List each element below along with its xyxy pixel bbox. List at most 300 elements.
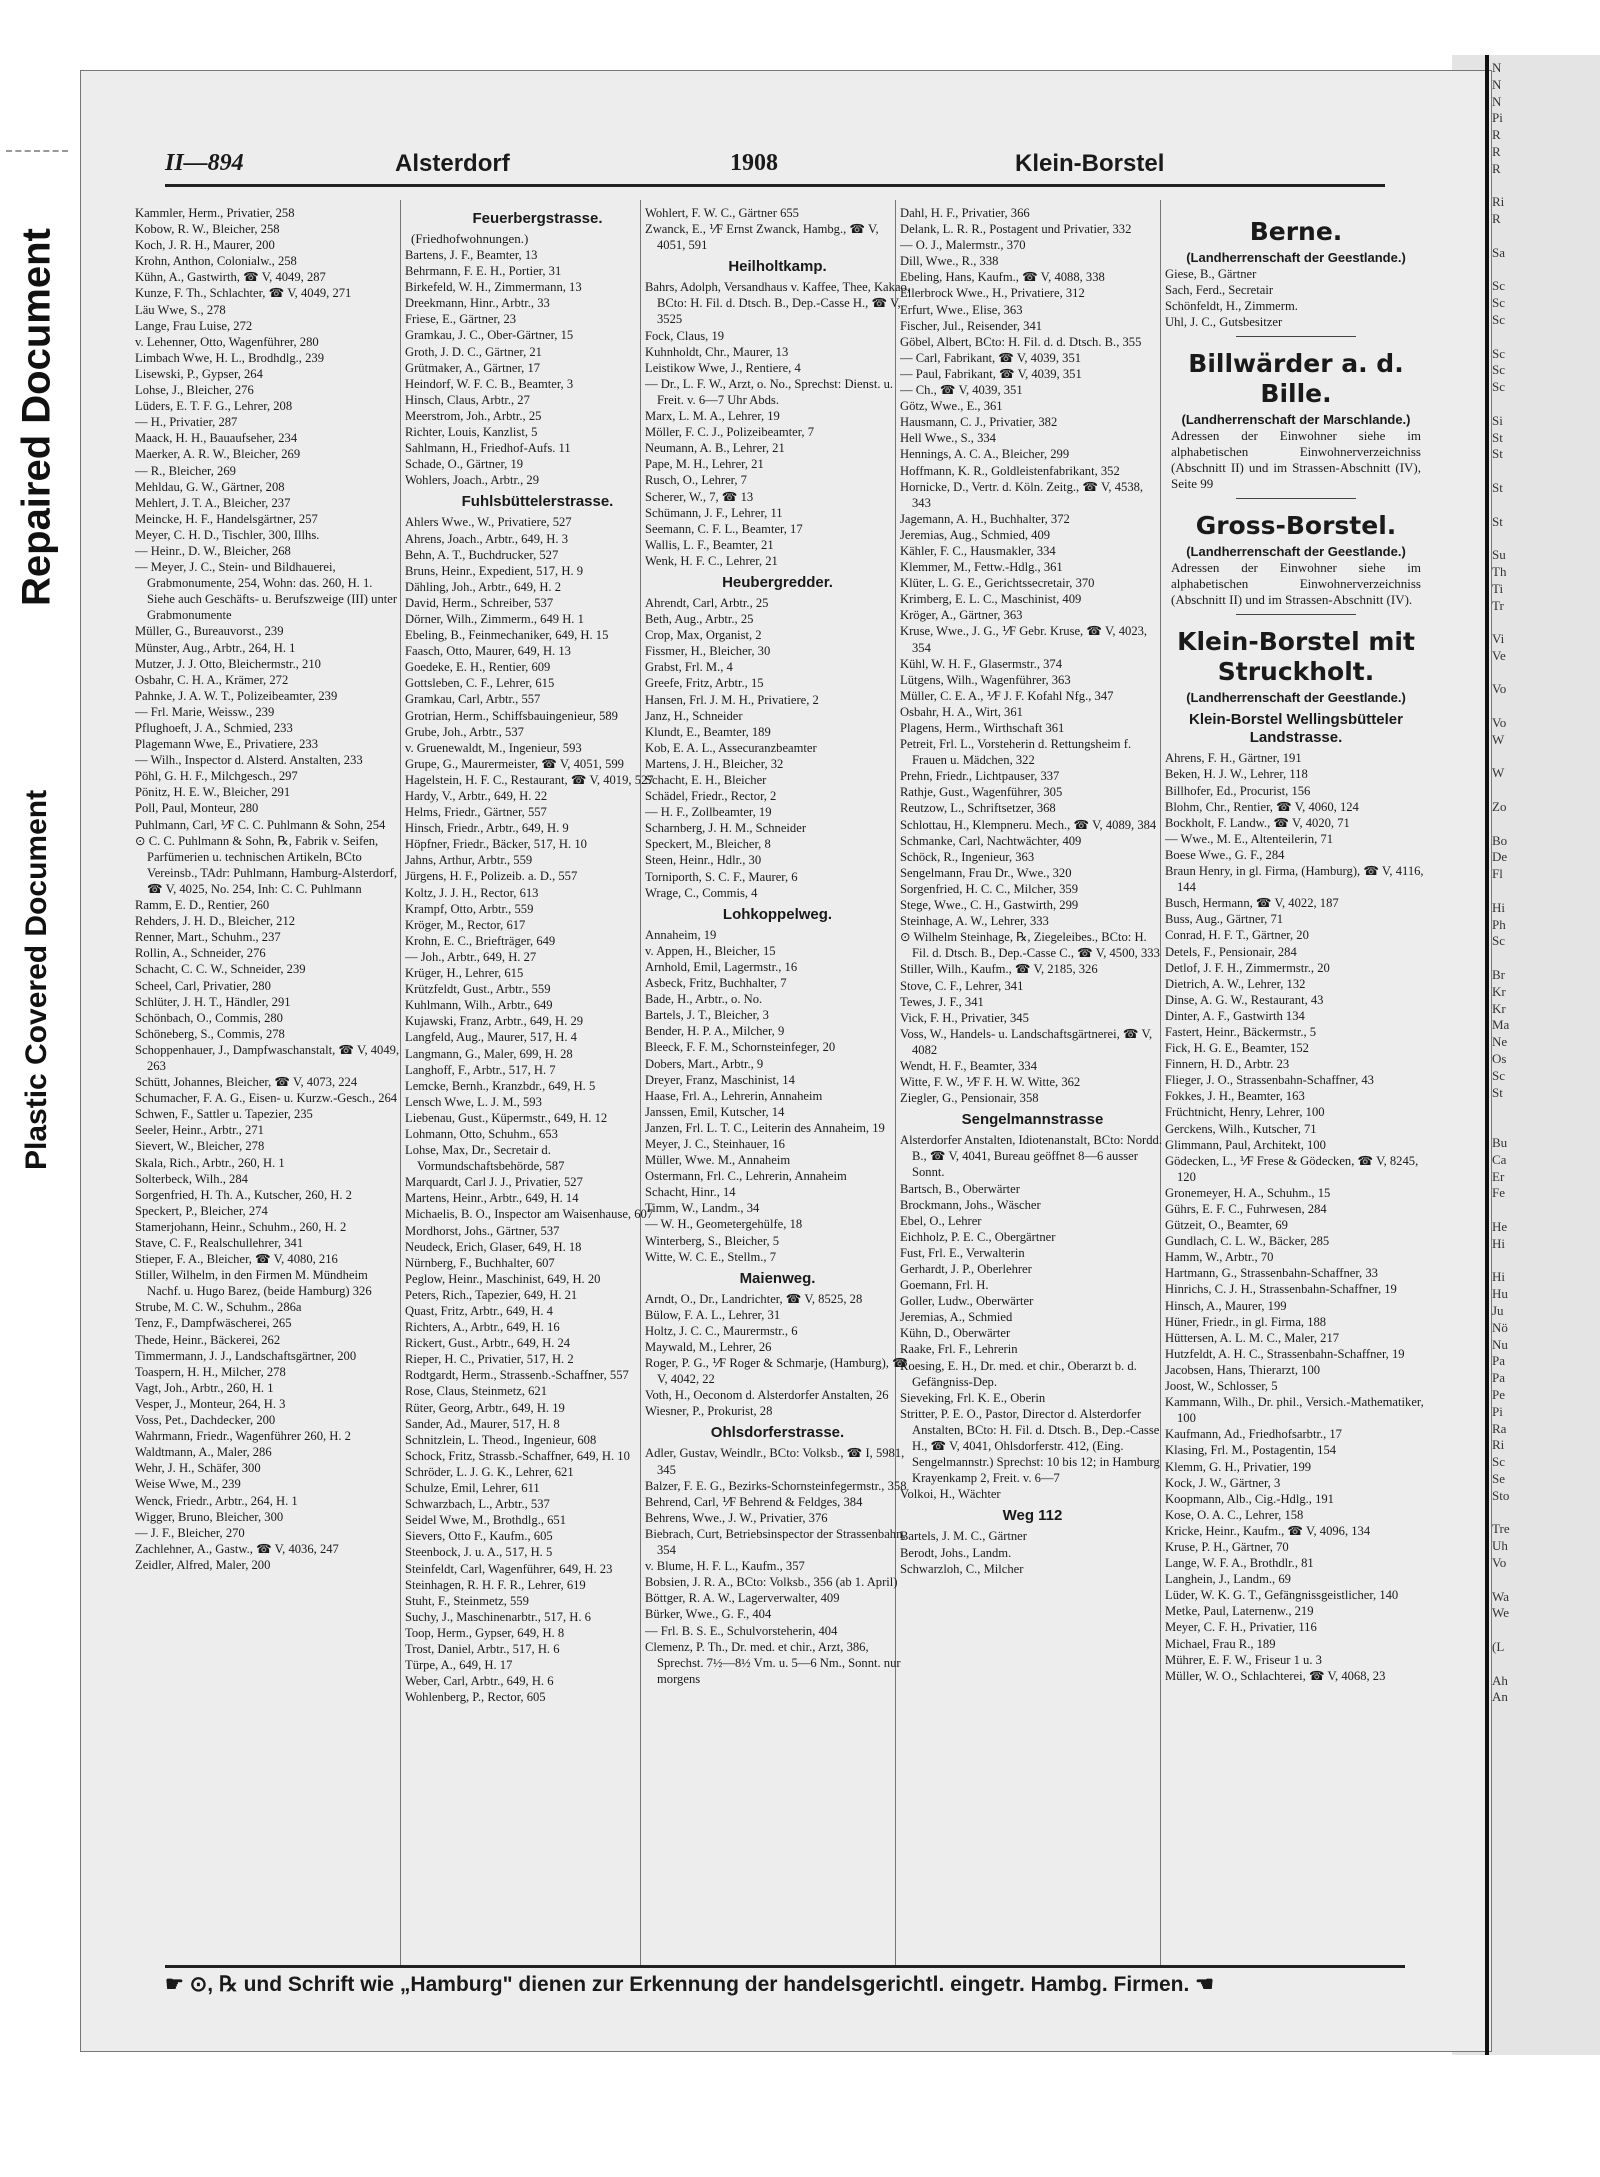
- district-subtitle: (Landherrenschaft der Geestlande.): [1186, 690, 1406, 706]
- resident-entry: — H., Privatier, 287: [135, 415, 238, 430]
- resident-entry: Hornicke, D., Vertr. d. Köln. Zeitg., ☎ V, 4538, 343: [900, 479, 1144, 510]
- resident-entry: Klüter, L. G. E., Gerichtssecretair, 370: [900, 576, 1095, 591]
- resident-entry: Pönitz, H. E. W., Bleicher, 291: [135, 785, 291, 800]
- header-year: 1908: [730, 150, 778, 176]
- resident-entry: Stieper, F. A., Bleicher, ☎ V, 4080, 216: [135, 1252, 338, 1267]
- resident-entry: Bade, H., Arbtr., o. No.: [645, 992, 763, 1007]
- column-2: [405, 205, 670, 1960]
- edge-fragment: He: [1492, 1218, 1508, 1234]
- resident-entry: Gundlach, C. L. W., Bäcker, 285: [1165, 1234, 1330, 1249]
- street-heading: Weg 112: [1002, 1507, 1063, 1525]
- edge-fragment: Pi: [1492, 1403, 1503, 1419]
- resident-entry: Stiller, Wilhelm, in den Firmen M. Mündheim Nachf. u. Hugo Barez, (beide Hamburg) 326: [135, 1268, 372, 1299]
- edge-fragment: De: [1492, 849, 1508, 865]
- edge-fragment: [1492, 749, 1600, 766]
- resident-entry: Jacobsen, Hans, Thierarzt, 100: [1165, 1362, 1321, 1377]
- resident-entry: Mührer, E. F. W., Friseur 1 u. 3: [1165, 1652, 1322, 1667]
- resident-entry: — Ch., ☎ V, 4039, 351: [900, 383, 1023, 398]
- resident-entry: Speckert, M., Bleicher, 8: [645, 837, 771, 852]
- resident-entry: Wehr, J. H., Schäfer, 300: [135, 1461, 261, 1476]
- resident-entry: Neumann, A. B., Lehrer, 21: [645, 441, 785, 456]
- resident-entry: Stave, C. F., Realschullehrer, 341: [135, 1236, 304, 1250]
- edge-fragment: Bo: [1492, 832, 1508, 848]
- resident-entry: — Joh., Arbtr., 649, H. 27: [405, 949, 537, 964]
- resident-entry: Hell Wwe., S., 334: [900, 431, 996, 446]
- resident-entry: Gottsleben, C. F., Lehrer, 615: [405, 676, 555, 691]
- resident-entry: Sorgenfried, H. C. C., Milcher, 359: [900, 881, 1079, 896]
- resident-entry: Fischer, Jul., Reisender, 341: [900, 318, 1043, 333]
- edge-fragment: Nö: [1492, 1319, 1508, 1335]
- resident-entry: Schröder, L. J. G. K., Lehrer, 621: [405, 1464, 574, 1479]
- edge-fragment: Ve: [1492, 647, 1506, 663]
- resident-entry: Türpe, A., 649, H. 17: [405, 1658, 513, 1673]
- resident-entry: Sahlmann, H., Friedhof-Aufs. 11: [405, 441, 571, 456]
- resident-entry: Martens, Heinr., Arbtr., 649, H. 14: [405, 1191, 579, 1206]
- edge-fragment: R: [1492, 160, 1501, 176]
- resident-entry: Lütgens, Wilh., Wagenführer, 363: [900, 672, 1071, 687]
- edge-fragment: [1492, 497, 1600, 514]
- resident-entry: Behn, A. T., Buchdrucker, 527: [405, 547, 559, 562]
- street-heading: Ohlsdorferstrasse.: [710, 1424, 845, 1442]
- edge-fragment: Si: [1492, 412, 1503, 428]
- resident-entry: Skala, Rich., Arbtr., 260, H. 1: [135, 1155, 285, 1170]
- edge-fragment: Hi: [1492, 899, 1505, 915]
- resident-entry: Janssen, Emil, Kutscher, 14: [645, 1104, 785, 1119]
- resident-entry: Behrens, Wwe., J. W., Privatier, 376: [645, 1510, 828, 1525]
- resident-entry: Gützeit, O., Beamter, 69: [1165, 1218, 1288, 1233]
- resident-entry: Krimberg, E. L. C., Maschinist, 409: [900, 592, 1082, 607]
- resident-entry: Balzer, F. E. G., Bezirks-Schornsteinfegermstr., 358: [645, 1478, 907, 1493]
- resident-entry: Böttger, R. A. W., Lagerverwalter, 409: [645, 1591, 840, 1606]
- resident-entry: Braun Henry, in gl. Firma, (Hamburg), ☎ V, 4116, 144: [1165, 864, 1424, 895]
- resident-entry: Ahrens, Joach., Arbtr., 649, H. 3: [405, 531, 568, 546]
- edge-fragment: St: [1492, 1084, 1503, 1100]
- resident-entry: Speckert, P., Bleicher, 274: [135, 1203, 268, 1218]
- resident-entry: Beken, H. J. W., Lehrer, 118: [1165, 767, 1308, 782]
- resident-entry: Hüner, Friedr., in gl. Firma, 188: [1165, 1314, 1327, 1329]
- resident-entry: Kruse, P. H., Gärtner, 70: [1165, 1539, 1289, 1554]
- resident-entry: Dobers, Mart., Arbtr., 9: [645, 1056, 764, 1071]
- edge-fragment: [1492, 463, 1600, 480]
- resident-entry: Michael, Frau R., 189: [1165, 1636, 1276, 1651]
- resident-entry: Solterbeck, Wilh., 284: [135, 1171, 248, 1186]
- edge-fragment: Hu: [1492, 1286, 1508, 1302]
- edge-fragment: [1492, 665, 1600, 682]
- resident-entry: Seidel Wwe, M., Brothdlg., 651: [405, 1513, 567, 1528]
- resident-entry: Schulze, Emil, Lehrer, 611: [405, 1481, 540, 1496]
- street-heading: Maienweg.: [739, 1269, 816, 1287]
- resident-entry: Krüger, H., Lehrer, 615: [405, 966, 524, 981]
- resident-entry: — Paul, Fabrikant, ☎ V, 4039, 351: [900, 366, 1082, 381]
- resident-entry: Klemmer, M., Fettw.-Hdlg., 361: [900, 560, 1063, 575]
- resident-entry: Kunze, F. Th., Schlachter, ☎ V, 4049, 271: [135, 286, 352, 301]
- resident-entry: Lüder, W. K. G. T., Gefängnissgeistlicher, 140: [1165, 1588, 1399, 1603]
- resident-entry: Steen, Heinr., Hdlr., 30: [645, 853, 762, 868]
- resident-entry: Jagemann, A. H., Buchhalter, 372: [900, 511, 1070, 526]
- edge-fragment: Sto: [1492, 1487, 1510, 1503]
- edge-fragment: Sc: [1492, 345, 1505, 361]
- resident-entry: Sengelmann, Frau Dr., Wwe., 320: [900, 865, 1072, 880]
- resident-entry: Hansen, Frl. J. M. H., Privatiere, 2: [645, 692, 819, 707]
- resident-entry: — O. J., Malermstr., 370: [900, 238, 1026, 253]
- resident-entry: Schöck, R., Ingenieur, 363: [900, 849, 1035, 864]
- resident-entry: Bruns, Heinr., Expedient, 517, H. 9: [405, 563, 584, 578]
- resident-entry: Goller, Ludw., Oberwärter: [900, 1294, 1034, 1309]
- edge-fragment: Ra: [1492, 1420, 1507, 1436]
- resident-entry: Sorgenfried, H. Th. A., Kutscher, 260, H. 2: [135, 1187, 352, 1202]
- resident-entry: Gramkau, J. C., Ober-Gärtner, 15: [405, 328, 574, 343]
- resident-entry: Grube, Joh., Arbtr., 537: [405, 724, 524, 739]
- resident-entry: Schoppenhauer, J., Dampfwaschanstalt, ☎ V, 4049, 263: [135, 1042, 400, 1073]
- edge-fragment: [1492, 530, 1600, 547]
- resident-entry: Schacht, Hinr., 14: [645, 1185, 736, 1200]
- column-3: [645, 205, 910, 1960]
- page-header: [165, 150, 1385, 187]
- edge-fragment: Ph: [1492, 916, 1506, 932]
- edge-fragment: Pe: [1492, 1386, 1505, 1402]
- resident-entry: — Dr., L. F. W., Arzt, o. No., Sprechst: Dienst. u. Freit. v. 6—7 Uhr Abds.: [645, 376, 894, 407]
- resident-entry: Wrage, C., Commis, 4: [645, 885, 758, 900]
- edge-fragment: [1492, 816, 1600, 833]
- resident-entry: Dähling, Joh., Arbtr., 649, H. 2: [405, 579, 562, 594]
- resident-entry: Buss, Aug., Gärtner, 71: [1165, 912, 1284, 927]
- resident-entry: Kob, E. A. L., Assecuranzbeamter: [645, 740, 817, 755]
- resident-entry: Raake, Frl. F., Lehrerin: [900, 1342, 1018, 1357]
- resident-entry: Bender, H. P. A., Milcher, 9: [645, 1024, 785, 1039]
- resident-entry: Schütt, Johannes, Bleicher, ☎ V, 4073, 224: [135, 1075, 358, 1090]
- column-1: [135, 205, 400, 1960]
- resident-entry: Voth, H., Oeconom d. Alsterdorfer Anstalten, 26: [645, 1388, 889, 1403]
- edge-fragment: Vi: [1492, 631, 1505, 647]
- edge-fragment: Sc: [1492, 1067, 1505, 1083]
- resident-entry: Adler, Gustav, Weindlr., BCto: Volksb., ☎ I, 5981, 345: [645, 1446, 905, 1477]
- resident-entry: Voss, W., Handels- u. Landschaftsgärtnerei, ☎ V, 4082: [900, 1026, 1153, 1057]
- resident-entry: Beth, Aug., Arbtr., 25: [645, 612, 754, 627]
- resident-entry: Langhoff, F., Arbtr., 517, H. 7: [405, 1062, 556, 1077]
- page-number: II—894: [165, 150, 244, 176]
- edge-fragment: Ju: [1492, 1302, 1504, 1318]
- edge-fragment: Vo: [1492, 1554, 1507, 1570]
- resident-entry: Kruse, Wwe., J. G., ⅟F Gebr. Kruse, ☎ V, 4023, 354: [900, 624, 1148, 655]
- street-heading: Gross-Borstel.: [1195, 511, 1397, 541]
- next-page-edge: [1492, 60, 1600, 2040]
- resident-entry: Heindorf, W. F. C. B., Beamter, 3: [405, 376, 574, 391]
- resident-entry: — Meyer, J. C., Stein- und Bildhauerei, Grabmonumente, 254, Wohn: das. 260, H. 1. Siehe auch Geschäfts- u. Berufszweige (III) unter Grabmonumente: [135, 560, 398, 623]
- resident-entry: Ebel, O., Lehrer: [900, 1213, 982, 1228]
- resident-entry: Stege, Wwe., C. H., Gastwirth, 299: [900, 898, 1079, 913]
- resident-entry: Bartsch, B., Oberwärter: [900, 1181, 1020, 1196]
- street-heading: Berne.: [1249, 217, 1343, 246]
- resident-entry: Torniporth, S. C. F., Maurer, 6: [645, 869, 798, 884]
- resident-entry: Müller, G., Bureauvorst., 239: [135, 624, 284, 639]
- edge-fragment: Ne: [1492, 1034, 1508, 1050]
- resident-entry: Pflughoeft, J. A., Schmied, 233: [135, 721, 293, 735]
- resident-entry: Gramkau, Carl, Arbtr., 557: [405, 692, 541, 707]
- resident-entry: Jeremias, Aug., Schmied, 409: [900, 527, 1051, 542]
- street-heading: Klein-Borstel mit Struckholt.: [1177, 627, 1415, 687]
- resident-entry: Lohse, J., Bleicher, 276: [135, 383, 254, 398]
- resident-entry: Fastert, Heinr., Bäckermstr., 5: [1165, 1024, 1317, 1039]
- resident-entry: — J. F., Bleicher, 270: [135, 1525, 245, 1540]
- district-subtitle: (Landherrenschaft der Marschlande.): [1181, 412, 1411, 428]
- resident-entry: Kricke, Heinr., Kaufm., ☎ V, 4096, 134: [1165, 1523, 1371, 1538]
- resident-entry: Kröger, M., Rector, 617: [405, 917, 526, 932]
- resident-entry: Wahrmann, Friedr., Wagenführer 260, H. 2: [135, 1429, 351, 1444]
- resident-entry: Krohn, Anthon, Colonialw., 258: [135, 254, 297, 269]
- resident-entry: Wohlenberg, P., Rector, 605: [405, 1690, 546, 1705]
- resident-entry: Zwanck, E., ⅟F Ernst Zwanck, Hambg., ☎ V, 4051, 591: [645, 222, 879, 253]
- resident-entry: Hamm, W., Arbtr., 70: [1165, 1250, 1274, 1265]
- edge-fragment: Nu: [1492, 1336, 1508, 1352]
- resident-entry: Klundt, E., Beamter, 189: [645, 724, 771, 739]
- resident-entry: Waldtmann, A., Maler, 286: [135, 1445, 272, 1460]
- edge-fragment: Ri: [1492, 194, 1505, 210]
- resident-entry: Annaheim, 19: [645, 927, 717, 942]
- resident-entry: Rollin, A., Schneider, 276: [135, 946, 266, 961]
- resident-entry: Peglow, Heinr., Maschinist, 649, H. 20: [405, 1271, 601, 1286]
- resident-entry: Blohm, Chr., Rentier, ☎ V, 4060, 124: [1165, 799, 1359, 814]
- resident-entry: Pahnke, J. A. W. T., Polizeibeamter, 239: [135, 688, 338, 703]
- resident-entry: Joost, W., Schlosser, 5: [1165, 1379, 1278, 1394]
- edge-fragment: Zo: [1492, 799, 1507, 815]
- resident-entry: Stove, C. F., Lehrer, 341: [900, 978, 1024, 993]
- resident-entry: Rieper, H. C., Privatier, 517, H. 2: [405, 1352, 574, 1367]
- resident-entry: Alsterdorfer Anstalten, Idiotenanstalt, BCto: Nordd. B., ☎ V, 4041, Bureau geöffnet 8—6 ausser Sonnt.: [900, 1133, 1162, 1180]
- edge-fragment: [1492, 950, 1600, 967]
- resident-entry: Poll, Paul, Monteur, 280: [135, 801, 259, 816]
- resident-entry: Martens, J. H., Bleicher, 32: [645, 756, 784, 771]
- resident-entry: Timmermann, J. J., Landschaftsgärtner, 200: [135, 1348, 357, 1363]
- resident-entry: Rickert, Gust., Arbtr., 649, H. 24: [405, 1336, 571, 1351]
- resident-entry: Janzen, Frl. L. T. C., Leiterin des Annaheim, 19: [645, 1120, 885, 1135]
- resident-entry: ⊙ C. C. Puhlmann & Sohn, ℞, Fabrik v. Seifen, Parfümerien u. technischen Artikeln, BCto Vereinsb., TAdr: Puhlmann, Hamburg-Alsterdorf, ☎ V, 4025, No. 254, Inh: C. C. Puhlmann: [135, 833, 398, 896]
- resident-entry: Steinhage, A. W., Lehrer, 333: [900, 914, 1049, 929]
- resident-entry: Detels, F., Pensionair, 284: [1165, 944, 1297, 959]
- resident-entry: Maack, H. H., Bauaufseher, 234: [135, 431, 298, 446]
- edge-fragment: N: [1492, 60, 1502, 75]
- resident-entry: Schönbach, O., Commis, 280: [135, 1010, 283, 1025]
- resident-entry: Kühn, A., Gastwirth, ☎ V, 4049, 287: [135, 270, 326, 285]
- resident-entry: Vagt, Joh., Arbtr., 260, H. 1: [135, 1380, 274, 1395]
- resident-entry: Hutzfeldt, A. H. C., Strassenbahn-Schaffner, 19: [1165, 1346, 1405, 1361]
- section-note: Adressen der Einwohner siehe im alphabetischen Einwohnerverzeichniss (Abschnitt II) und im Strassen-Abschnitt (IV), Seite 99: [1171, 428, 1421, 492]
- resident-entry: Plagens, Herm., Wirthschaft 361: [900, 721, 1065, 735]
- resident-entry: Krohn, E. C., Briefträger, 649: [405, 933, 556, 948]
- resident-entry: Dörner, Wilh., Zimmerm., 649 H. 1: [405, 611, 584, 626]
- resident-entry: Mehlert, J. T. A., Bleicher, 237: [135, 495, 291, 510]
- resident-entry: Richter, Louis, Kanzlist, 5: [405, 425, 538, 440]
- resident-entry: Holtz, J. C. C., Maurermstr., 6: [645, 1323, 798, 1338]
- resident-entry: Mutzer, J. J. Otto, Bleichermstr., 210: [135, 656, 321, 671]
- resident-entry: Bartens, J. F., Beamter, 13: [405, 248, 538, 262]
- resident-entry: Stamerjohann, Heinr., Schuhm., 260, H. 2: [135, 1219, 347, 1234]
- edge-fragment: Pa: [1492, 1370, 1505, 1386]
- edge-fragment: [1492, 1202, 1600, 1219]
- resident-entry: Ramm, E. D., Rentier, 260: [135, 898, 270, 913]
- resident-entry: Wohlert, F. W. C., Gärtner 655: [645, 206, 799, 220]
- edge-fragment: R: [1492, 211, 1501, 227]
- edge-fragment: Sc: [1492, 278, 1505, 294]
- edge-fragment: (L: [1492, 1638, 1505, 1654]
- resident-entry: Schädel, Friedr., Rector, 2: [645, 789, 777, 804]
- resident-entry: Wenck, Friedr., Arbtr., 264, H. 1: [135, 1493, 298, 1508]
- resident-entry: Trost, Daniel, Arbtr., 517, H. 6: [405, 1641, 560, 1656]
- street-heading: Klein-Borstel Wellingsbütteler Landstrasse.: [1189, 711, 1403, 747]
- resident-entry: Eichholz, P. E. C., Obergärtner: [900, 1229, 1056, 1244]
- resident-entry: Lemcke, Bernh., Kranzbdr., 649, H. 5: [405, 1078, 596, 1093]
- resident-entry: Steenbock, J. u. A., 517, H. 5: [405, 1545, 553, 1560]
- resident-entry: Bartels, J. T., Bleicher, 3: [645, 1008, 769, 1023]
- resident-entry: Scharnberg, J. H. M., Schneider: [645, 821, 807, 836]
- resident-entry: Wenk, H. F. C., Lehrer, 21: [645, 553, 778, 568]
- resident-entry: Müller, W. O., Schlachterei, ☎ V, 4068, 23: [1165, 1668, 1386, 1683]
- edge-fragment: Ma: [1492, 1017, 1510, 1033]
- edge-fragment: [1492, 1572, 1600, 1589]
- resident-entry: Flieger, J. O., Strassenbahn-Schaffner, 43: [1165, 1073, 1374, 1088]
- resident-entry: Pöhl, G. H. F., Milchgesch., 297: [135, 769, 298, 784]
- resident-entry: ⊙ Wilhelm Steinhage, ℞, Ziegeleibes., BCto: H. Fil. d. Dtsch. B., Dep.-Casse C., ☎ V, 4500, 333: [900, 930, 1160, 961]
- resident-entry: Schade, O., Gärtner, 19: [405, 457, 524, 472]
- resident-entry: Dill, Wwe., R., 338: [900, 254, 999, 269]
- resident-entry: Schwarzloh, C., Milcher: [900, 1561, 1024, 1576]
- resident-entry: Dinter, A. F., Gastwirth 134: [1165, 1008, 1305, 1023]
- resident-entry: Roger, P. G., ⅟F Roger & Schmarje, (Hamburg), ☎ V, 4042, 22: [645, 1356, 908, 1387]
- column-rule: [400, 200, 401, 1965]
- resident-entry: Langhein, J., Landm., 69: [1165, 1572, 1291, 1587]
- resident-entry: Koopmann, Alb., Cig.-Hdlg., 191: [1165, 1491, 1334, 1506]
- edge-fragment: Ca: [1492, 1151, 1507, 1167]
- resident-entry: Vick, F. H., Privatier, 345: [900, 1010, 1029, 1025]
- resident-entry: Leistikow Wwe, J., Rentiere, 4: [645, 360, 801, 375]
- edge-fragment: Sc: [1492, 379, 1505, 395]
- resident-entry: Conrad, H. F. T., Gärtner, 20: [1165, 928, 1309, 943]
- edge-fragment: Hi: [1492, 1269, 1505, 1285]
- resident-entry: Grupe, G., Maurermeister, ☎ V, 4051, 599: [405, 756, 624, 771]
- edge-fragment: Kr: [1492, 983, 1506, 999]
- resident-entry: Finnern, H. D., Arbtr. 23: [1165, 1057, 1290, 1072]
- resident-entry: Arnhold, Emil, Lagermstr., 16: [645, 959, 798, 974]
- resident-entry: Stritter, P. E. O., Pastor, Director d. Alsterdorfer Anstalten, BCto: H. Fil. d. Dtsch. B., Dep.-Casse H., ☎ V, 4041, Ohlsdorferstr. 412, (Eing. Sengelmannstr.) Sprechst: 10 bis 12; in Hamburg Krayenkamp 2, Freit. v. 6—7: [900, 1406, 1160, 1486]
- resident-entry: Sievert, W., Bleicher, 278: [135, 1139, 265, 1154]
- resident-entry: Faasch, Otto, Maurer, 649, H. 13: [405, 644, 571, 659]
- edge-fragment: Sa: [1492, 244, 1505, 260]
- resident-entry: Münster, Aug., Arbtr., 264, H. 1: [135, 640, 296, 655]
- archive-label-strip: [0, 150, 72, 1270]
- street-heading: Heilholtkamp.: [728, 258, 827, 276]
- header-left-title: Alsterdorf: [395, 150, 510, 177]
- resident-entry: Asbeck, Fritz, Buchhalter, 7: [645, 976, 787, 991]
- resident-entry: Strube, M. C. W., Schuhm., 286a: [135, 1300, 302, 1315]
- resident-entry: Schöneberg, S., Commis, 278: [135, 1026, 285, 1041]
- resident-entry: Kuhlmann, Wilh., Arbtr., 649: [405, 998, 553, 1013]
- resident-entry: Maywald, M., Lehrer, 26: [645, 1340, 772, 1354]
- resident-entry: Behrmann, F. E. H., Portier, 31: [405, 264, 562, 279]
- resident-entry: Jahns, Arthur, Arbtr., 559: [405, 853, 533, 868]
- edge-fragment: N: [1492, 76, 1502, 92]
- edge-fragment: [1492, 614, 1600, 631]
- resident-entry: Lüders, E. T. F. G., Lehrer, 208: [135, 399, 293, 414]
- district-subtitle: (Landherrenschaft der Geestlande.): [1186, 250, 1406, 265]
- resident-entry: Bürker, Wwe., G. F., 404: [645, 1607, 772, 1622]
- resident-entry: Suchy, J., Maschinenarbtr., 517, H. 6: [405, 1609, 591, 1624]
- resident-entry: Ahrendt, Carl, Arbtr., 25: [645, 595, 769, 610]
- edge-fragment: St: [1492, 513, 1503, 529]
- resident-entry: Weber, Carl, Arbtr., 649, H. 6: [405, 1674, 554, 1689]
- edge-fragment: Ti: [1492, 580, 1504, 596]
- edge-fragment: [1492, 228, 1600, 245]
- resident-entry: — Heinr., D. W., Bleicher, 268: [135, 543, 291, 558]
- edge-fragment: W: [1492, 731, 1505, 747]
- resident-entry: Schmanke, Carl, Nachtwächter, 409: [900, 833, 1082, 848]
- resident-entry: Delank, L. R. R., Postagent und Privatier, 332: [900, 222, 1132, 237]
- edge-fragment: N: [1492, 93, 1502, 109]
- resident-entry: v. Appen, H., Bleicher, 15: [645, 943, 776, 958]
- resident-entry: Ziegler, G., Pensionair, 358: [900, 1091, 1039, 1106]
- section-separator: [1236, 498, 1356, 499]
- resident-entry: Grütmaker, A., Gärtner, 17: [405, 360, 541, 375]
- resident-entry: Kujawski, Franz, Arbtr., 649, H. 29: [405, 1014, 584, 1029]
- resident-entry: Hartmann, G., Strassenbahn-Schaffner, 33: [1165, 1266, 1378, 1281]
- resident-entry: Ahlers Wwe., W., Privatiere, 527: [405, 515, 572, 530]
- resident-entry: Wendt, H. F., Beamter, 334: [900, 1058, 1038, 1073]
- resident-entry: Hinsch, A., Maurer, 199: [1165, 1298, 1287, 1313]
- edge-fragment: Bu: [1492, 1135, 1508, 1150]
- resident-entry: — Wilh., Inspector d. Alsterd. Anstalten, 233: [135, 753, 363, 768]
- resident-entry: Meyer, J. C., Steinhauer, 16: [645, 1136, 785, 1151]
- section-note: Adressen der Einwohner siehe im alphabetischen Einwohnerverzeichniss (Abschnitt II) und im Strassen-Abschnitt (IV).: [1171, 560, 1421, 608]
- resident-entry: Hausmann, C. J., Privatier, 382: [900, 415, 1058, 430]
- resident-entry: Langfeld, Aug., Maurer, 517, H. 4: [405, 1030, 577, 1045]
- edge-fragment: Ri: [1492, 1437, 1505, 1453]
- resident-entry: Osbahr, H. A., Wirt, 361: [900, 704, 1023, 719]
- repaired-document-label: Repaired Document: [6, 150, 68, 682]
- resident-entry: Berodt, Johs., Landm.: [900, 1545, 1012, 1560]
- resident-entry: Marx, L. M. A., Lehrer, 19: [645, 409, 780, 424]
- edge-fragment: An: [1492, 1689, 1508, 1705]
- edge-fragment: Hi: [1492, 1235, 1505, 1251]
- resident-entry: Kröger, A., Gärtner, 363: [900, 608, 1023, 623]
- resident-entry: Dahl, H. F., Privatier, 366: [900, 206, 1030, 220]
- resident-entry: Ellerbrock Wwe., H., Privatiere, 312: [900, 286, 1085, 301]
- resident-entry: Möller, F. C. J., Polizeibeamter, 7: [645, 425, 815, 440]
- resident-entry: Crop, Max, Organist, 2: [645, 628, 762, 643]
- edge-fragment: [1492, 1118, 1600, 1135]
- edge-fragment: [1492, 1253, 1600, 1270]
- resident-entry: Rusch, O., Lehrer, 7: [645, 473, 747, 488]
- edge-fragment: [1492, 883, 1600, 900]
- edge-fragment: Fe: [1492, 1185, 1505, 1201]
- street-heading: Feuerbergstrasse.: [472, 210, 603, 227]
- edge-fragment: [1492, 698, 1600, 715]
- resident-entry: Liebenau, Gust., Küpermstr., 649, H. 12: [405, 1110, 608, 1125]
- resident-entry: Haase, Frl. A., Lehrerin, Annaheim: [645, 1088, 823, 1103]
- resident-entry: Hoffmann, K. R., Goldleistenfabrikant, 352: [900, 463, 1120, 478]
- district-subtitle: (Landherrenschaft der Geestlande.): [1186, 544, 1406, 560]
- edge-fragment: Se: [1492, 1470, 1505, 1486]
- resident-entry: Bobsien, J. R. A., BCto: Volksb., 356 (ab 1. April): [645, 1575, 898, 1590]
- resident-entry: Rüter, Georg, Arbtr., 649, H. 19: [405, 1400, 565, 1415]
- resident-entry: Brockmann, Johs., Wäscher: [900, 1197, 1041, 1212]
- resident-entry: Schock, Fritz, Strassb.-Schaffner, 649, H. 10: [405, 1448, 630, 1463]
- resident-entry: Hinrichs, C. J. H., Strassenbahn-Schaffner, 19: [1165, 1282, 1397, 1297]
- resident-entry: Ahrens, F. H., Gärtner, 191: [1165, 751, 1302, 766]
- resident-entry: Erfurt, Wwe., Elise, 363: [900, 302, 1023, 317]
- resident-entry: Meerstrom, Joh., Arbtr., 25: [405, 408, 542, 423]
- resident-entry: Meyer, C. F. H., Privatier, 116: [1165, 1620, 1317, 1635]
- resident-entry: Schümann, J. F., Lehrer, 11: [645, 505, 783, 520]
- resident-entry: Rathje, Gust., Wagenführer, 305: [900, 785, 1063, 800]
- edge-fragment: Pi: [1492, 110, 1503, 126]
